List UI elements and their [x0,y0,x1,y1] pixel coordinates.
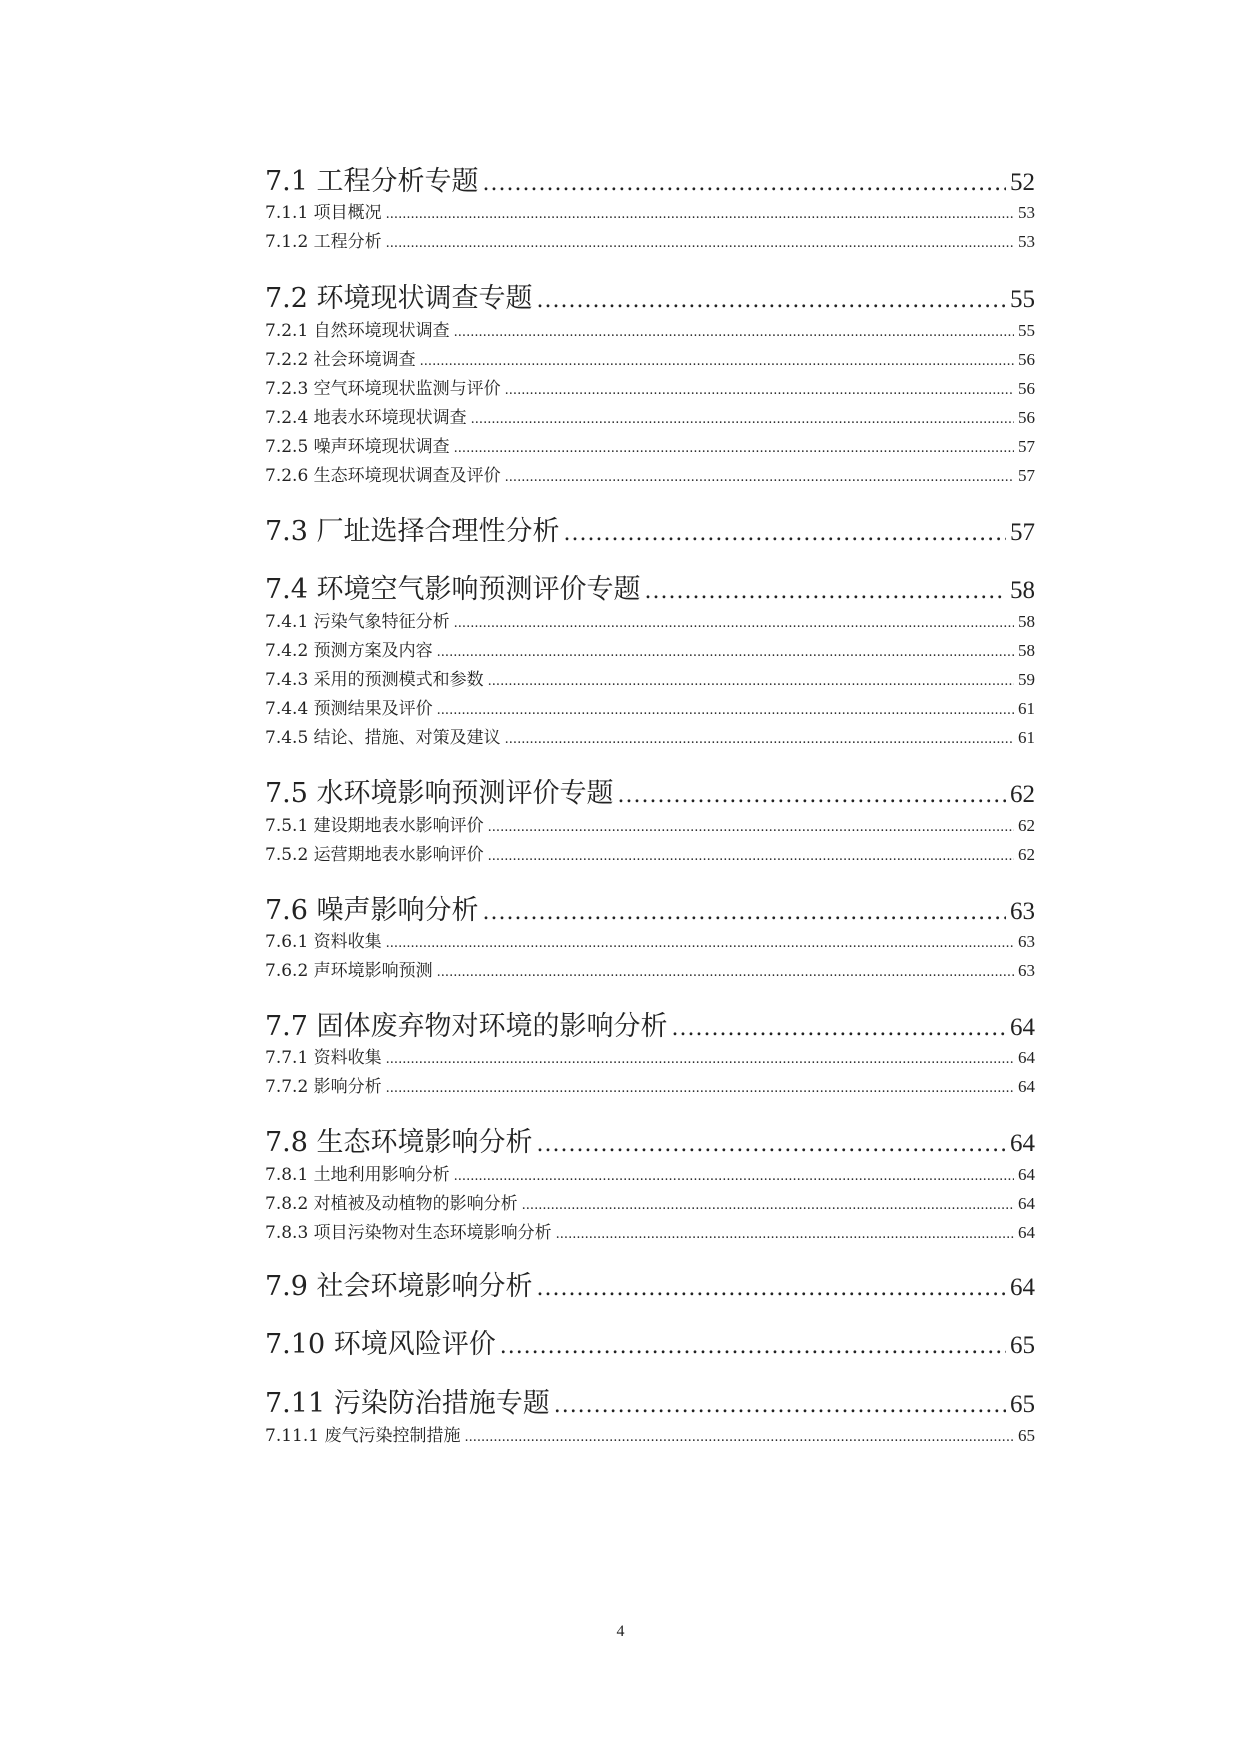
toc-entry-title: 7.1.2 工程分析 [265,232,382,252]
toc-section-entry[interactable] [265,1381,1035,1417]
toc-dot-leader [505,470,1014,485]
toc-entry-title: 7.10 环境风险评价 [265,1329,496,1360]
toc-subsection-entry[interactable] [265,198,1035,222]
toc-subsection-entry[interactable] [265,1160,1035,1184]
toc-subsection-entry[interactable] [265,840,1035,864]
toc-entry-page: 55 [1018,321,1035,340]
toc-entry-page: 56 [1018,408,1035,427]
toc-dot-leader [386,936,1014,951]
toc-entry-page: 62 [1018,845,1035,864]
toc-entry-page: 64 [1010,1014,1035,1041]
toc-dot-leader [505,383,1014,398]
toc-entry-title: 7.2.1 自然环境现状调查 [265,321,450,341]
page-number: 4 [616,1623,625,1640]
toc-entry-page: 62 [1010,781,1035,808]
toc-subsection-entry[interactable] [265,345,1035,369]
toc-dot-leader [537,1132,1006,1157]
toc-entry-title: 7.5 水环境影响预测评价专题 [265,778,614,809]
toc-entry-page: 61 [1018,699,1035,718]
toc-entry-title: 7.6.2 声环境影响预测 [265,961,433,981]
toc-dot-leader [386,1052,1014,1067]
toc-subsection-entry[interactable] [265,1218,1035,1242]
toc-entry-page: 62 [1018,816,1035,835]
toc-entry-title: 7.4.1 污染气象特征分析 [265,612,450,632]
toc-entry-page: 64 [1010,1274,1035,1301]
toc-entry-page: 63 [1010,898,1035,925]
toc-entry-title: 7.5.1 建设期地表水影响评价 [265,816,484,836]
toc-section-entry[interactable] [265,1004,1035,1040]
toc-subsection-entry[interactable] [265,432,1035,456]
toc-entry-title: 7.4.3 采用的预测模式和参数 [265,670,484,690]
toc-entry-page: 63 [1018,932,1035,951]
toc-dot-leader [386,236,1014,251]
toc-dot-leader [454,1169,1014,1184]
toc-entry-page: 57 [1018,437,1035,456]
toc-entry-page: 59 [1018,670,1035,689]
toc-entry-title: 7.6.1 资料收集 [265,932,382,952]
toc-subsection-entry[interactable] [265,956,1035,980]
toc-entry-page: 64 [1018,1048,1035,1067]
toc-entry-page: 63 [1018,961,1035,980]
toc-entry-title: 7.8.3 项目污染物对生态环境影响分析 [265,1223,552,1243]
toc-entry-page: 64 [1010,1130,1035,1157]
toc-dot-leader [437,965,1014,980]
toc-entry-title: 7.1 工程分析专题 [265,166,479,197]
toc-entry-title: 7.3 厂址选择合理性分析 [265,516,560,547]
toc-dot-leader [454,325,1014,340]
toc-dot-leader [386,207,1014,222]
toc-entry-title: 7.7 固体废弃物对环境的影响分析 [265,1011,668,1042]
toc-entry-page: 57 [1010,519,1035,546]
toc-entry-page: 57 [1018,466,1035,485]
toc-section-entry[interactable] [265,1264,1035,1300]
toc-entry-title: 7.2.5 噪声环境现状调查 [265,437,450,457]
toc-subsection-entry[interactable] [265,1189,1035,1213]
toc-subsection-entry[interactable] [265,811,1035,835]
toc-dot-leader [537,288,1006,313]
toc-entry-title: 7.2.2 社会环境调查 [265,350,416,370]
toc-section-entry[interactable] [265,509,1035,545]
toc-dot-leader [483,900,1006,925]
toc-section-entry[interactable] [265,1322,1035,1358]
toc-subsection-entry[interactable] [265,461,1035,485]
toc-subsection-entry[interactable] [265,694,1035,718]
toc-section-entry[interactable] [265,159,1035,195]
toc-dot-leader [618,783,1006,808]
toc-dot-leader [488,820,1014,835]
toc-entry-title: 7.4.4 预测结果及评价 [265,699,433,719]
toc-entry-title: 7.7.2 影响分析 [265,1077,382,1097]
toc-subsection-entry[interactable] [265,374,1035,398]
toc-dot-leader [522,1198,1014,1213]
toc-entry-page: 56 [1018,379,1035,398]
toc-entry-title: 7.6 噪声影响分析 [265,895,479,926]
toc-section-entry[interactable] [265,771,1035,807]
toc-dot-leader [554,1393,1006,1418]
toc-entry-page: 64 [1018,1165,1035,1184]
toc-entry-title: 7.9 社会环境影响分析 [265,1271,533,1302]
toc-subsection-entry[interactable] [265,316,1035,340]
toc-section-entry[interactable] [265,1120,1035,1156]
toc-subsection-entry[interactable] [265,927,1035,951]
toc-entry-title: 7.8.1 土地利用影响分析 [265,1165,450,1185]
toc-subsection-entry[interactable] [265,1043,1035,1067]
toc-dot-leader [437,703,1014,718]
toc-subsection-entry[interactable] [265,1421,1035,1445]
toc-entry-page: 53 [1018,203,1035,222]
toc-entry-title: 7.2.6 生态环境现状调查及评价 [265,466,501,486]
toc-entry-page: 64 [1018,1223,1035,1242]
toc-entry-page: 61 [1018,728,1035,747]
toc-dot-leader [564,521,1006,546]
toc-entry-page: 65 [1018,1426,1035,1445]
toc-dot-leader [437,645,1014,660]
toc-entry-page: 55 [1010,286,1035,313]
toc-dot-leader [556,1227,1014,1242]
toc-dot-leader [672,1016,1006,1041]
toc-dot-leader [500,1334,1006,1359]
toc-entry-title: 7.4.2 预测方案及内容 [265,641,433,661]
toc-entry-page: 56 [1018,350,1035,369]
toc-entry-title: 7.7.1 资料收集 [265,1048,382,1068]
toc-dot-leader [386,1081,1014,1096]
toc-entry-title: 7.11 污染防治措施专题 [265,1388,550,1419]
toc-entry-title: 7.1.1 项目概况 [265,203,382,223]
toc-dot-leader [420,354,1014,369]
toc-dot-leader [483,171,1006,196]
toc-entry-page: 53 [1018,232,1035,251]
toc-entry-title: 7.5.2 运营期地表水影响评价 [265,845,484,865]
toc-section-entry[interactable] [265,888,1035,924]
toc-subsection-entry[interactable] [265,723,1035,747]
toc-subsection-entry[interactable] [265,665,1035,689]
toc-subsection-entry[interactable] [265,636,1035,660]
toc-subsection-entry[interactable] [265,403,1035,427]
toc-entry-title: 7.2 环境现状调查专题 [265,283,533,314]
toc-entry-title: 7.11.1 废气污染控制措施 [265,1426,461,1446]
toc-section-entry[interactable] [265,567,1035,603]
toc-entry-page: 58 [1018,641,1035,660]
toc-entry-title: 7.2.3 空气环境现状监测与评价 [265,379,501,399]
toc-entry-page: 58 [1018,612,1035,631]
toc-dot-leader [471,412,1014,427]
toc-entry-title: 7.8.2 对植被及动植物的影响分析 [265,1194,518,1214]
toc-entry-page: 65 [1010,1391,1035,1418]
toc-dot-leader [454,616,1014,631]
toc-entry-page: 64 [1018,1194,1035,1213]
toc-dot-leader [454,441,1014,456]
toc-subsection-entry[interactable] [265,1072,1035,1096]
toc-dot-leader [645,579,1006,604]
toc-entry-title: 7.4 环境空气影响预测评价专题 [265,574,641,605]
toc-dot-leader [488,674,1014,689]
toc-dot-leader [505,732,1014,747]
toc-entry-page: 65 [1010,1332,1035,1359]
toc-section-entry[interactable] [265,276,1035,312]
toc-entry-title: 7.4.5 结论、措施、对策及建议 [265,728,501,748]
toc-dot-leader [488,849,1014,864]
toc-dot-leader [537,1276,1006,1301]
toc-subsection-entry[interactable] [265,607,1035,631]
toc-entry-page: 58 [1010,577,1035,604]
toc-entry-title: 7.2.4 地表水环境现状调查 [265,408,467,428]
toc-subsection-entry[interactable] [265,227,1035,251]
toc-dot-leader [464,1430,1014,1445]
toc-entry-title: 7.8 生态环境影响分析 [265,1127,533,1158]
toc-entry-page: 52 [1010,169,1035,196]
toc-entry-page: 64 [1018,1077,1035,1096]
